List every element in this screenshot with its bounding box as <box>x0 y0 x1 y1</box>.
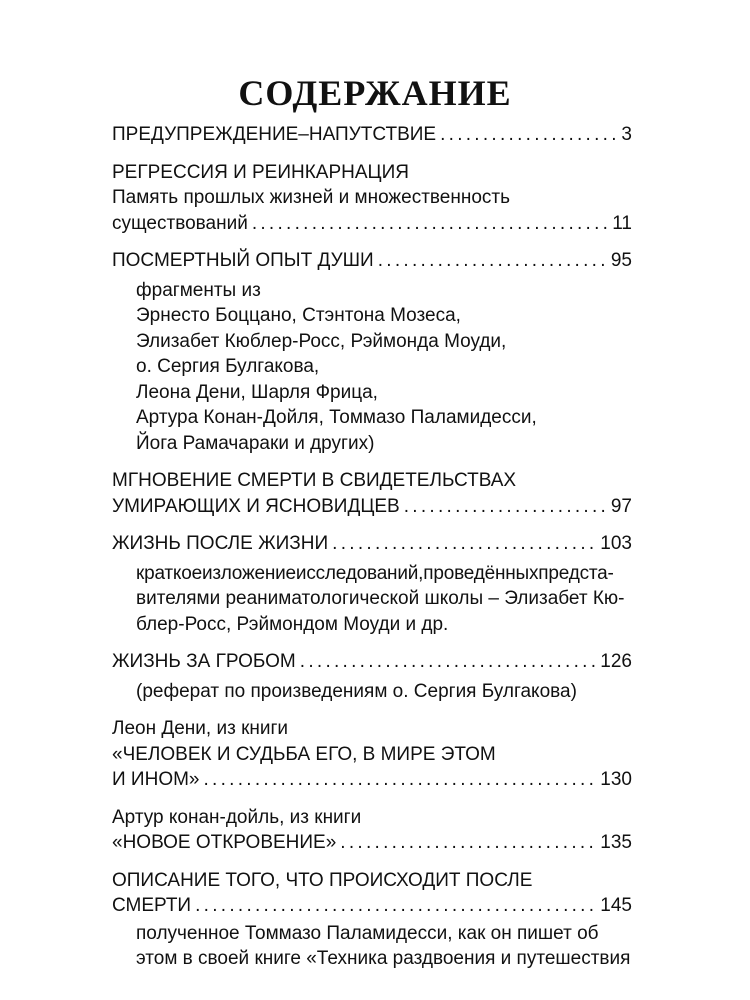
page-number: 11 <box>612 212 632 234</box>
dot-leader <box>332 531 597 557</box>
toc-leader-line <box>112 893 632 919</box>
toc-entry-description <box>112 561 632 638</box>
toc-entry-title: ПРЕДУПРЕЖДЕНИЕ–НАПУТСТВИЕ <box>112 124 437 145</box>
toc-entry-title: «НОВОЕ ОТКРОВЕНИЕ» <box>112 832 337 853</box>
toc-entry-title: ЖИЗНЬ ПОСЛЕ ЖИЗНИ <box>112 533 329 554</box>
toc-entry-subtitle-end: существований <box>112 212 248 234</box>
page-number: 95 <box>610 250 632 271</box>
table-of-contents <box>112 122 632 984</box>
toc-entry <box>112 160 632 237</box>
toc-entry-description <box>112 278 632 457</box>
description-line: Эрнесто Боццано, Стэнтона Мозеса, <box>136 305 461 326</box>
dot-leader <box>195 893 597 919</box>
toc-entry-title-end: СМЕРТИ <box>112 895 192 916</box>
toc-entry <box>112 122 632 148</box>
description-line: полученное Томмазо Паламидесси, как он пишет об <box>136 922 599 944</box>
description-line: краткоеизложениеисследований,проведённыхпредста- <box>136 562 614 584</box>
toc-entry-title-end: И ИНОМ» <box>112 769 200 790</box>
dot-leader <box>300 649 598 675</box>
toc-entry <box>112 468 632 519</box>
toc-entry <box>112 649 632 704</box>
toc-entry-title: РЕГРЕССИЯ И РЕИНКАРНАЦИЯ <box>112 161 409 183</box>
dot-leader <box>378 248 608 274</box>
toc-entry-title: МГНОВЕНИЕ СМЕРТИ В СВИДЕТЕЛЬСТВАХ <box>112 470 517 491</box>
toc-leader-line <box>112 767 632 793</box>
toc-leader-line <box>112 494 632 520</box>
page-title: СОДЕРЖАНИЕ <box>238 73 512 113</box>
toc-leader-line <box>112 830 632 856</box>
description-line: блер-Росс, Рэймондом Моуди и др. <box>136 613 449 635</box>
description-line: о. Сергия Булгакова, <box>136 356 320 377</box>
toc-entry-author: Артур конан-дойль, из книги <box>112 806 362 828</box>
description-line: вителями реаниматологической школы – Элизабет Кю- <box>136 588 625 609</box>
toc-entry-author: Леон Дени, из книги <box>112 718 289 739</box>
description-line: фрагменты из <box>136 279 261 301</box>
page-number: 135 <box>600 832 632 853</box>
page-number: 97 <box>610 495 632 517</box>
description-line: Элизабет Кюблер-Росс, Рэймонда Моуди, <box>136 330 507 352</box>
dot-leader <box>440 122 618 148</box>
description-line: (реферат по произведениям о. Сергия Булгакова) <box>136 680 577 702</box>
dot-leader <box>204 767 598 793</box>
toc-leader-line <box>112 248 632 274</box>
toc-entry <box>112 248 632 456</box>
description-line: Артура Конан-Дойля, Томмазо Паламидесси, <box>136 407 537 428</box>
toc-leader-line <box>112 211 632 237</box>
page-number: 145 <box>600 895 632 916</box>
page-number: 3 <box>621 124 632 145</box>
toc-entry <box>112 716 632 793</box>
page-number: 126 <box>600 651 632 672</box>
toc-entry <box>112 805 632 856</box>
toc-leader-line <box>112 122 632 148</box>
toc-entry-title-end: УМИРАЮЩИХ И ЯСНОВИДЦЕВ <box>112 495 400 517</box>
page-number: 103 <box>600 533 632 554</box>
toc-entry-title: ЖИЗНЬ ЗА ГРОБОМ <box>112 651 296 672</box>
description-line: этом в своей книге «Техника раздвоения и путешествия <box>136 948 631 969</box>
toc-entry <box>112 868 632 972</box>
toc-leader-line <box>112 531 632 557</box>
toc-entry-title: ОПИСАНИЕ ТОГО, ЧТО ПРОИСХОДИТ ПОСЛЕ <box>112 869 533 891</box>
toc-entry <box>112 531 632 637</box>
toc-entry-description <box>112 921 632 972</box>
description-line: Леона Дени, Шарля Фрица, <box>136 381 378 403</box>
dot-leader <box>404 494 608 520</box>
toc-leader-line <box>112 649 632 675</box>
dot-leader <box>252 211 609 237</box>
dot-leader <box>340 830 597 856</box>
page-number: 130 <box>600 769 632 790</box>
toc-entry-subtitle: Память прошлых жизней и множественность <box>112 187 511 208</box>
toc-entry-title: «ЧЕЛОВЕК И СУДЬБА ЕГО, В МИРЕ ЭТОМ <box>112 743 496 765</box>
toc-entry-title: ПОСМЕРТНЫЙ ОПЫТ ДУШИ <box>112 250 374 271</box>
description-line: Йога Рамачараки и других) <box>136 432 375 454</box>
toc-entry-description <box>112 679 632 705</box>
